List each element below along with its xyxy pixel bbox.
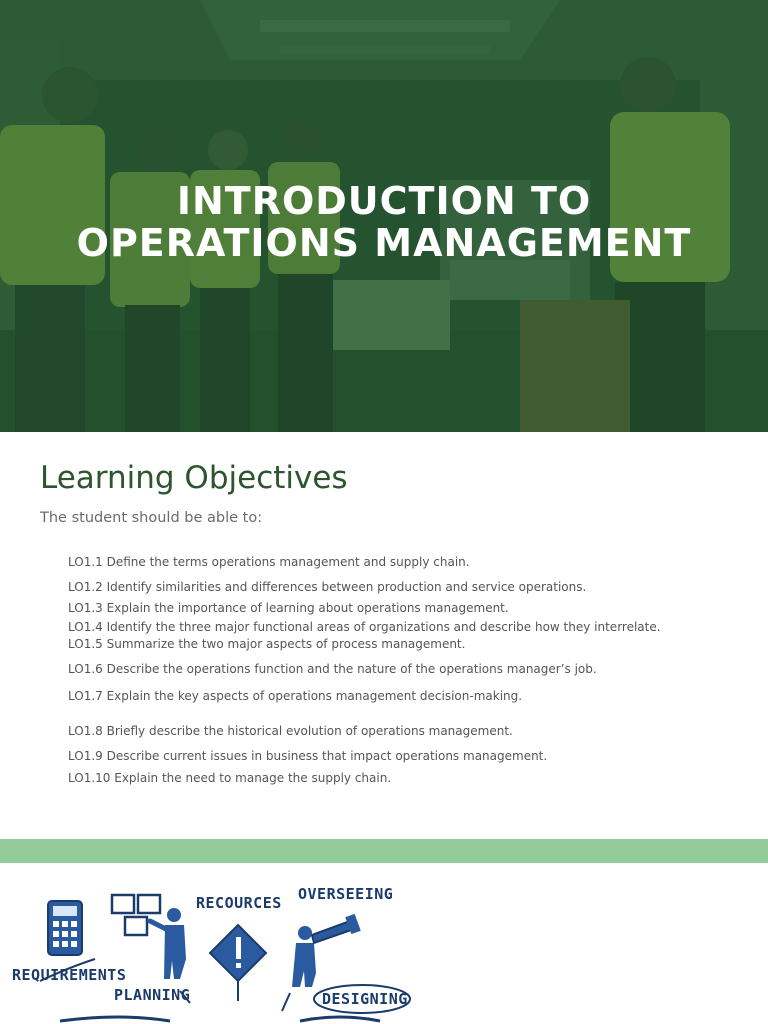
telescope-icon bbox=[292, 914, 361, 987]
hero-banner bbox=[0, 0, 768, 432]
title-line-1: INTRODUCTION TO bbox=[176, 179, 592, 223]
objective-item: LO1.6 Describe the operations function and the nature of the operations manager’s job. bbox=[68, 662, 597, 676]
calculator-icon bbox=[48, 901, 82, 955]
divider-band bbox=[0, 839, 768, 863]
objective-item: LO1.8 Briefly describe the historical evolution of operations management. bbox=[68, 724, 513, 738]
objective-item: LO1.7 Explain the key aspects of operations management decision-making. bbox=[68, 689, 523, 703]
requirements-label: REQUIREMENTS bbox=[12, 966, 127, 984]
objective-item: LO1.9 Describe current issues in business that impact operations management. bbox=[68, 749, 548, 763]
learning-objectives-heading: Learning Objectives bbox=[40, 460, 348, 496]
objective-item: LO1.10 Explain the need to manage the supply chain. bbox=[68, 771, 392, 785]
objective-item: LO1.1 Define the terms operations management and supply chain. bbox=[68, 555, 470, 569]
overseeing-label: OVERSEEING bbox=[298, 885, 394, 903]
objective-item: LO1.5 Summarize the two major aspects of process management. bbox=[68, 637, 466, 651]
designing-label: DESIGNING bbox=[322, 990, 408, 1008]
page-title bbox=[0, 180, 768, 264]
title-line-2: OPERATIONS MANAGEMENT bbox=[76, 221, 692, 265]
warning-icon bbox=[210, 925, 266, 981]
planning-label: PLANNING bbox=[114, 986, 191, 1004]
objectives-intro: The student should be able to: bbox=[40, 510, 263, 526]
objective-item: LO1.4 Identify the three major functional areas of organizations and describe how they interrelate. bbox=[68, 620, 661, 634]
operations-sketch bbox=[0, 863, 768, 1024]
resources-label: RECOURCES bbox=[196, 894, 282, 912]
objective-item: LO1.3 Explain the importance of learning about operations management. bbox=[68, 601, 509, 615]
objective-item: LO1.2 Identify similarities and differences between production and service operations. bbox=[68, 580, 587, 594]
